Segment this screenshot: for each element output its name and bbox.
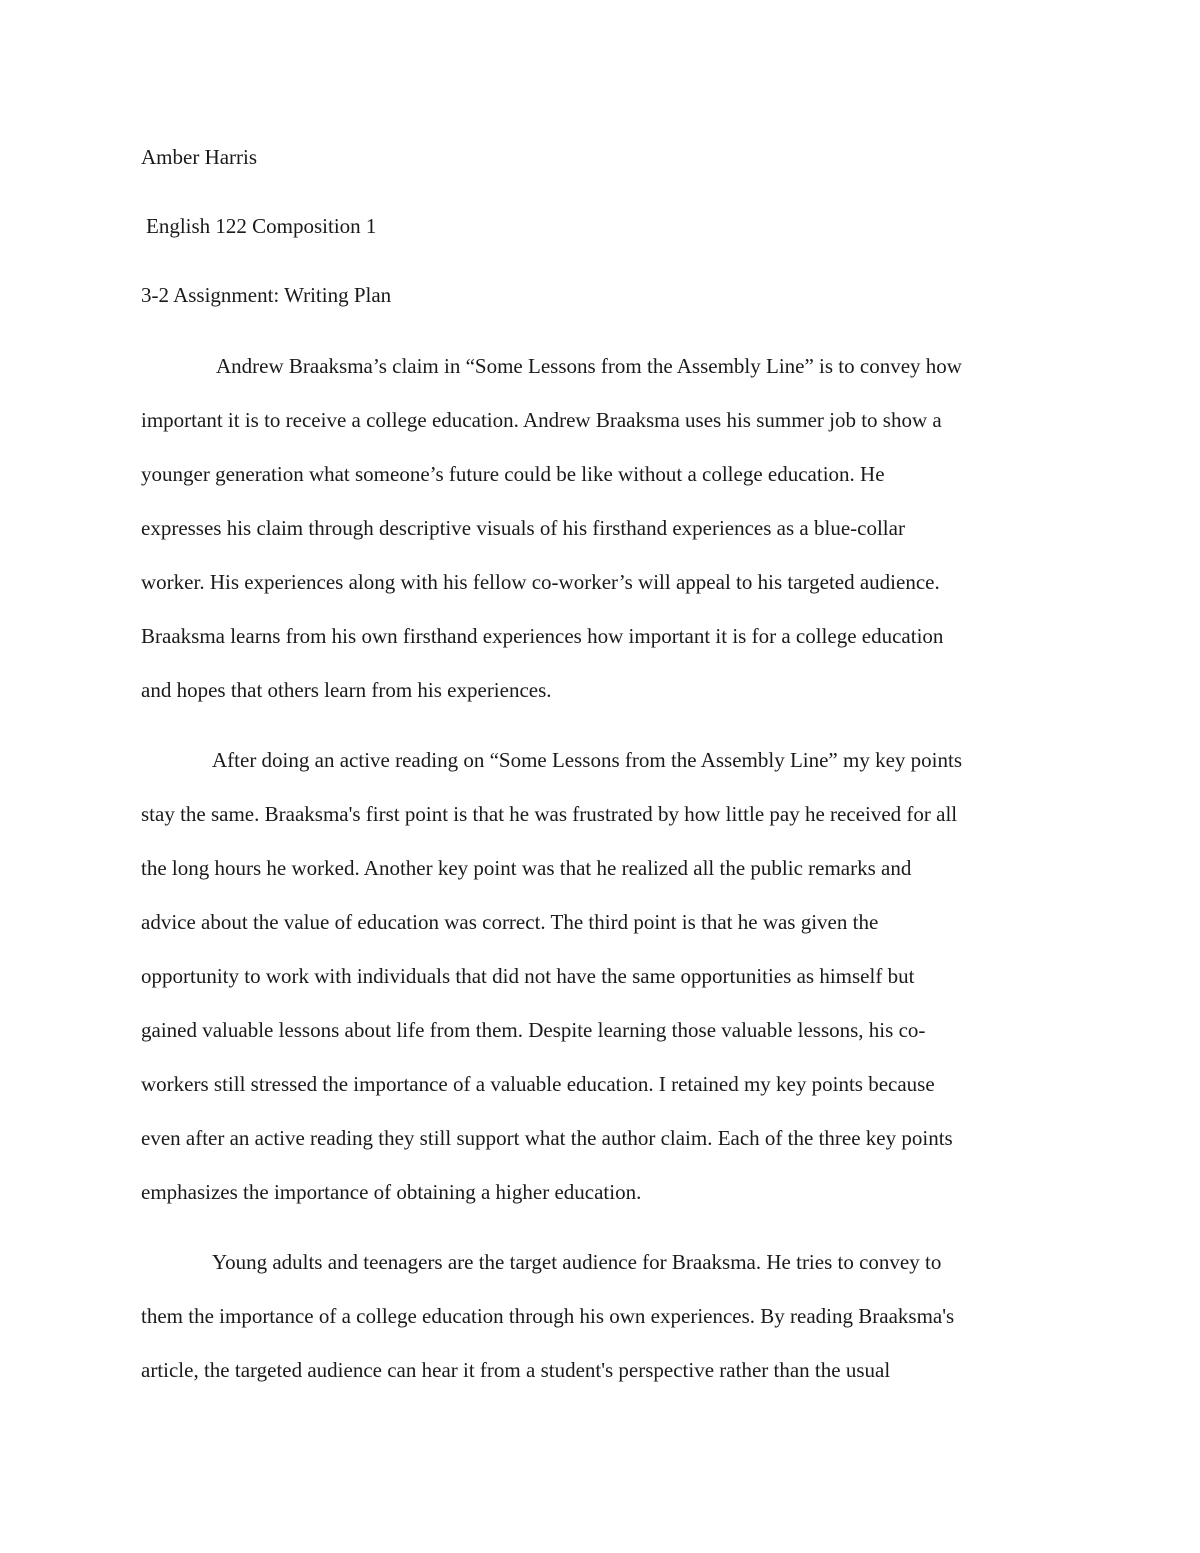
paragraph-2-line-6: gained valuable lessons about life from them. Despite learning those valuable lessons, his co-	[141, 1018, 926, 1042]
paragraph-2-line-4: advice about the value of education was correct. The third point is that he was given the	[141, 910, 879, 934]
paragraph-3-line-2: them the importance of a college education through his own experiences. By reading Braaksma's	[141, 1304, 955, 1328]
course-name: English 122 Composition 1	[146, 214, 377, 238]
paragraph-2-line-7: workers still stressed the importance of a valuable education. I retained my key points because	[141, 1072, 935, 1096]
paragraph-1-line-2: important it is to receive a college education. Andrew Braaksma uses his summer job to show a	[141, 408, 942, 432]
paragraph-1-line-1: Andrew Braaksma’s claim in “Some Lessons from the Assembly Line” is to convey how	[216, 354, 962, 378]
paragraph-3-line-1: Young adults and teenagers are the target audience for Braaksma. He tries to convey to	[212, 1250, 942, 1274]
paragraph-2-line-3: the long hours he worked. Another key point was that he realized all the public remarks and	[141, 856, 912, 880]
paragraph-3-line-3: article, the targeted audience can hear it from a student's perspective rather than the usual	[141, 1358, 891, 1382]
author-name: Amber Harris	[141, 145, 258, 169]
paragraph-2-line-8: even after an active reading they still support what the author claim. Each of the three key points	[141, 1126, 953, 1150]
paragraph-1-line-6: Braaksma learns from his own firsthand experiences how important it is for a college education	[141, 624, 944, 648]
paragraph-1-line-4: expresses his claim through descriptive visuals of his firsthand experiences as a blue-collar	[141, 516, 905, 540]
paragraph-2-line-5: opportunity to work with individuals that did not have the same opportunities as himself but	[141, 964, 915, 988]
paragraph-2-line-1: After doing an active reading on “Some Lessons from the Assembly Line” my key points	[212, 748, 963, 772]
assignment-title: 3-2 Assignment: Writing Plan	[141, 283, 392, 307]
paragraph-1-line-7: and hopes that others learn from his experiences.	[141, 678, 552, 702]
paragraph-2-line-2: stay the same. Braaksma's first point is that he was frustrated by how little pay he received for all	[141, 802, 958, 826]
paragraph-1-line-3: younger generation what someone’s future could be like without a college education. He	[141, 462, 885, 486]
paragraph-2-line-9: emphasizes the importance of obtaining a higher education.	[141, 1180, 642, 1204]
paragraph-1-line-5: worker. His experiences along with his fellow co-worker’s will appeal to his targeted audience.	[141, 570, 940, 594]
